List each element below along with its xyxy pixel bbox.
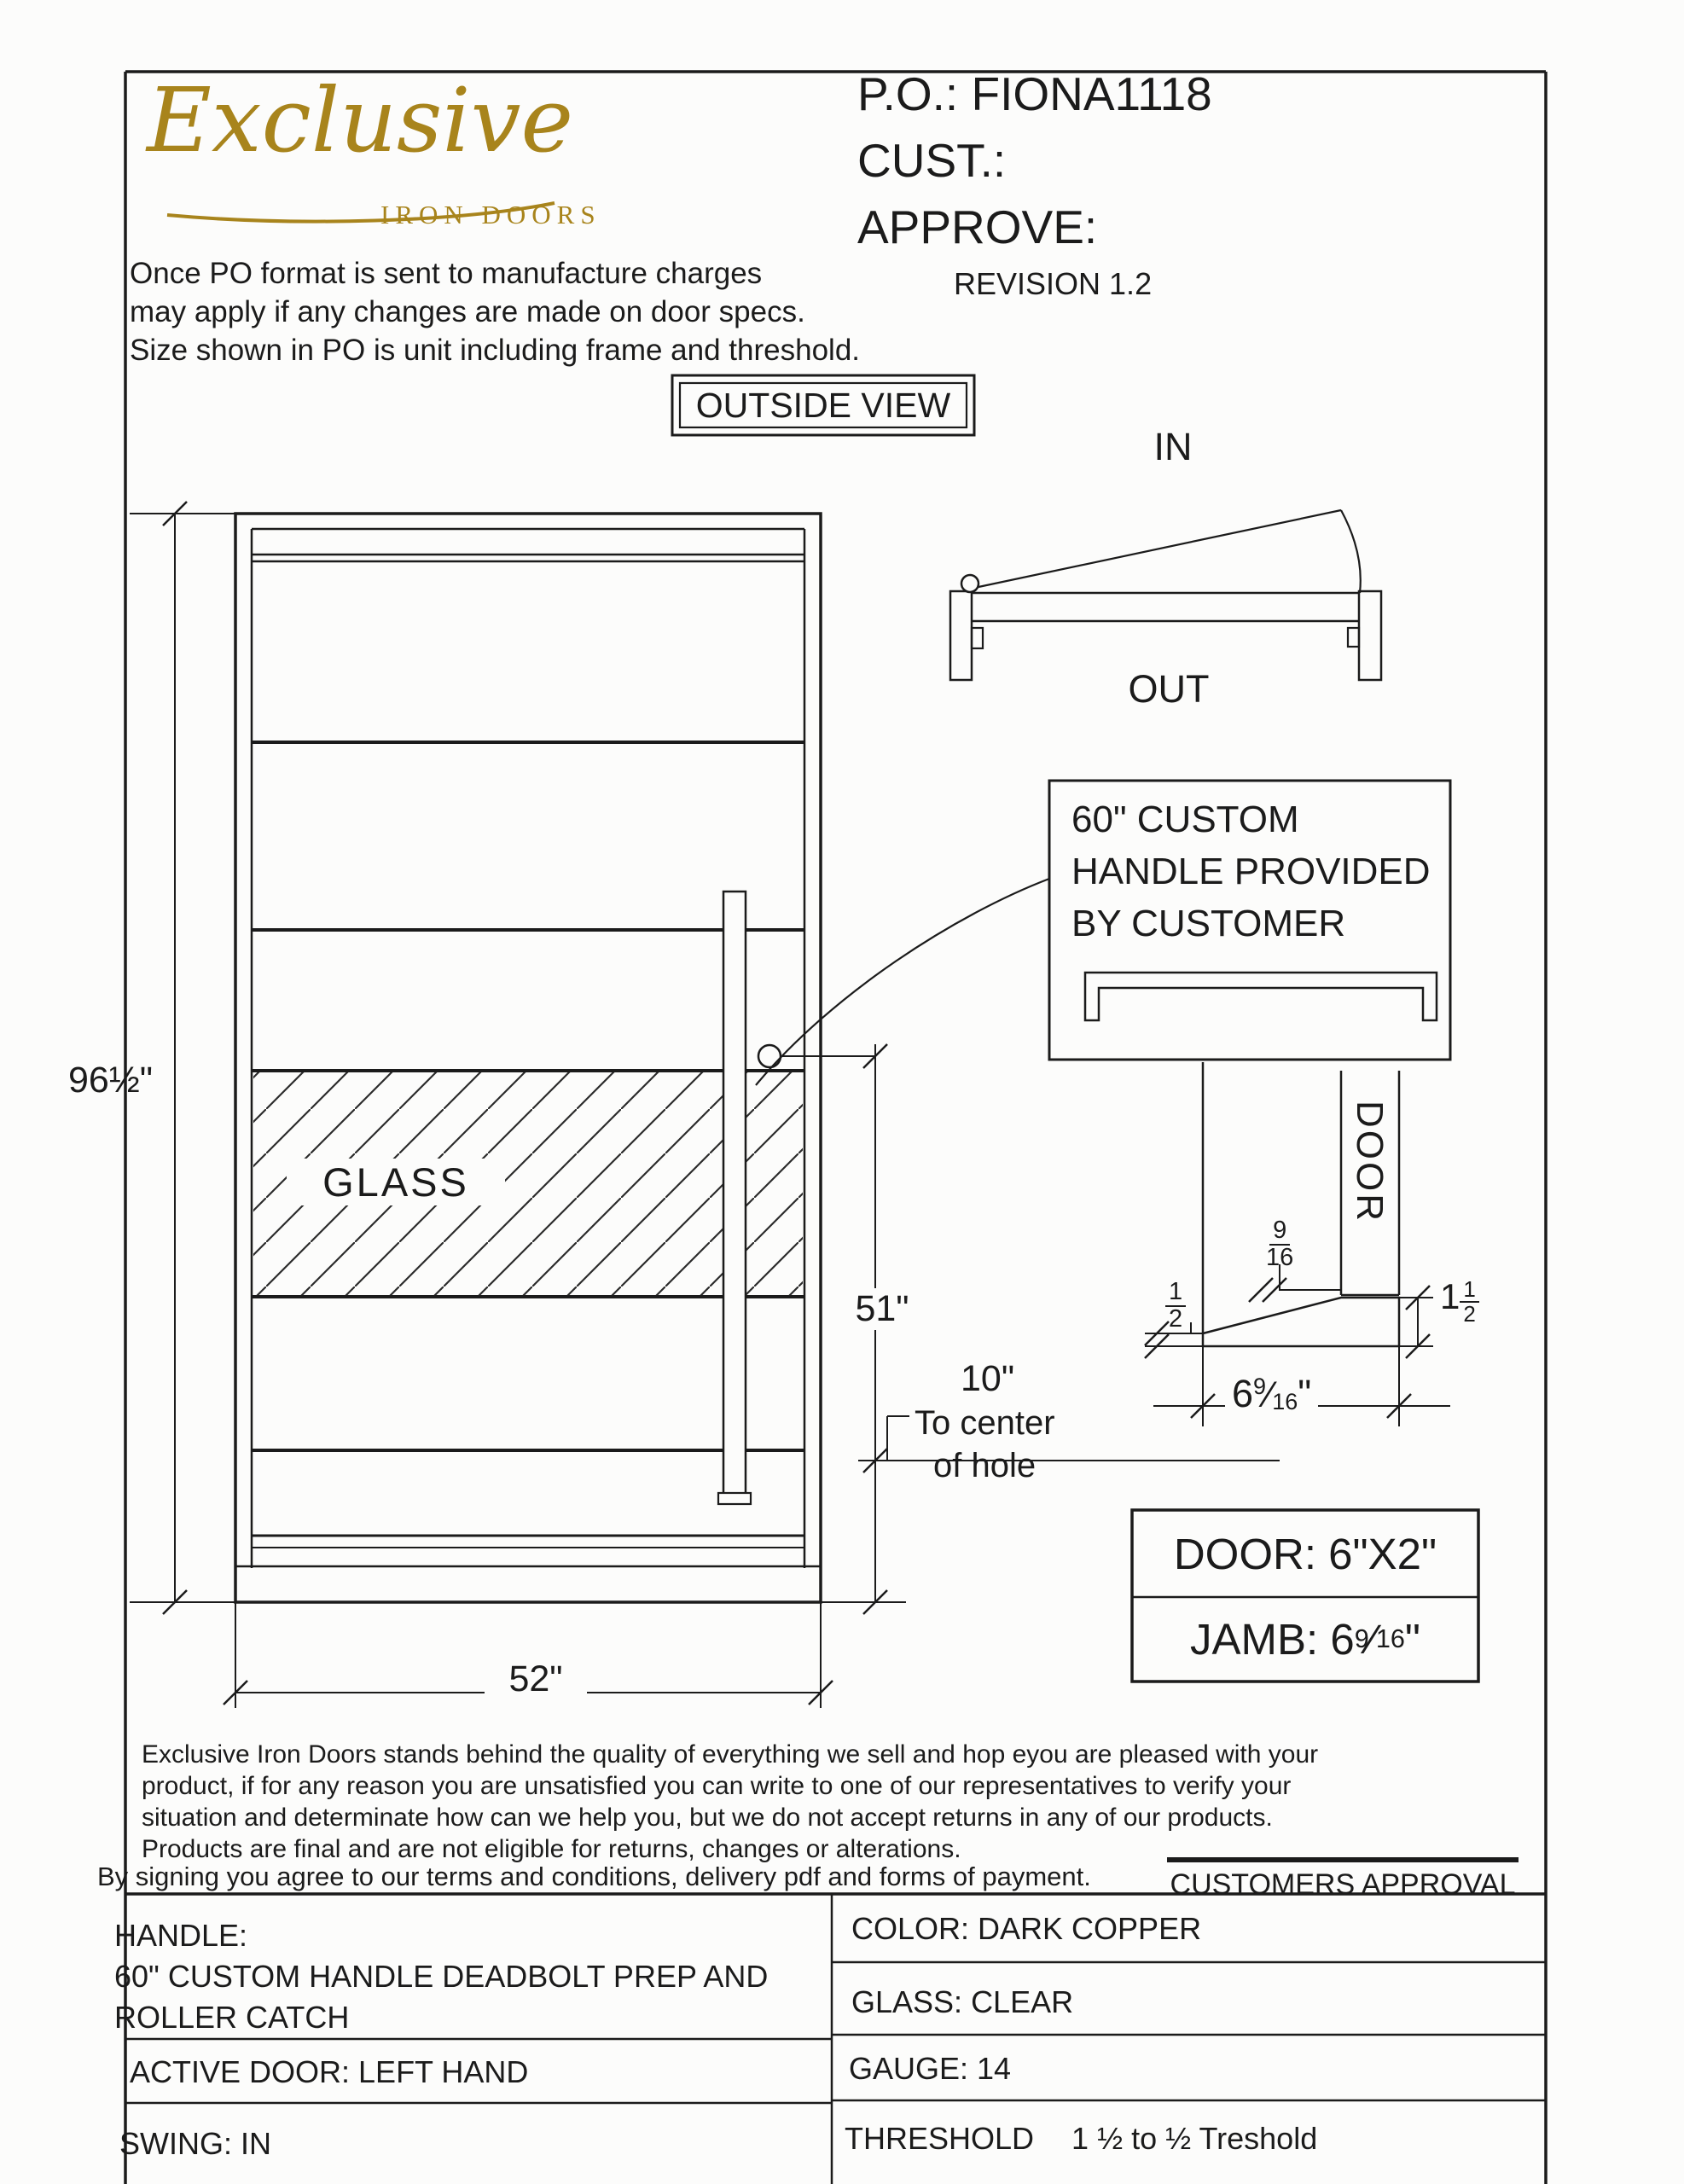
table-swing: SWING: IN	[119, 2126, 271, 2161]
swing-in-label: IN	[1153, 425, 1193, 468]
table-gauge: GAUGE: 14	[849, 2051, 1012, 2086]
door-width-dim: 52"	[485, 1658, 587, 1700]
signing-note: By signing you agree to our terms and conditions, delivery pdf and forms of payment.	[97, 1862, 1091, 1891]
handle-note	[1071, 793, 1431, 950]
handle-height-dim: 51"	[834, 1288, 930, 1330]
fraction-numerator: 1	[1460, 1278, 1478, 1303]
fraction-denominator: 16	[1266, 1243, 1294, 1271]
table-glass: GLASS: CLEAR	[851, 1984, 1074, 2019]
terms-line: Products are final and are not eligible for returns, changes or alterations.	[142, 1835, 961, 1863]
fraction-denominator: 16	[1375, 1624, 1405, 1653]
fraction-numerator: 1	[1165, 1280, 1186, 1307]
fraction-denominator: 2	[1463, 1300, 1476, 1327]
logo-subtitle: IRON DOORS	[380, 200, 601, 229]
jamb-width-whole: 6	[1232, 1372, 1254, 1415]
door-height-dim: 96½"	[68, 1060, 153, 1101]
fraction-numerator: 9	[1354, 1624, 1369, 1653]
hole-offset-dim: 10"	[961, 1358, 1015, 1399]
jamb-size-prefix: JAMB: 6	[1190, 1615, 1355, 1664]
table-handle-desc2: ROLLER CATCH	[114, 2000, 350, 2035]
table-color: COLOR: DARK COPPER	[851, 1911, 1202, 1946]
fraction-numerator: 9	[1269, 1218, 1290, 1246]
swing-diagram-lines	[950, 510, 1381, 680]
logo-script: Exclusive	[147, 68, 573, 172]
fraction-numerator: 9	[1253, 1374, 1267, 1400]
table-threshold-value: 1 ½ to ½ Treshold	[1071, 2121, 1318, 2156]
swing-out-label: OUT	[1128, 667, 1210, 711]
revision-label: REVISION 1.2	[954, 266, 1153, 301]
table-handle-desc1: 60" CUSTOM HANDLE DEADBOLT PREP AND	[114, 1959, 769, 1994]
customers-approval-label: CUSTOMERS APPROVAL	[1170, 1868, 1516, 1901]
notice-line: Size shown in PO is unit including frame and threshold.	[130, 334, 861, 367]
handle-hole	[758, 1045, 781, 1067]
handle-bar	[723, 892, 746, 1496]
customer-label: CUST.:	[857, 134, 1007, 187]
terms-line: situation and determinate how can we help you, but we do not accept returns in any of our products.	[142, 1804, 1273, 1832]
approve-label: APPROVE:	[857, 200, 1098, 253]
thickness-whole: 1	[1440, 1276, 1460, 1316]
po-number: P.O.: FIONA1118	[857, 67, 1212, 120]
jamb-width-dim	[1225, 1372, 1318, 1416]
terms-paragraph	[142, 1739, 1318, 1865]
glass-label: GLASS	[287, 1159, 505, 1205]
gap-fraction	[1264, 1218, 1295, 1270]
terms-line: product, if for any reason you are unsatisfied you can write to one of our representatives to verify your	[142, 1772, 1292, 1800]
inch-mark: "	[1298, 1372, 1312, 1415]
jamb-door-label: DOOR	[1349, 1101, 1391, 1223]
handle-note-line: 60" CUSTOM	[1071, 799, 1299, 840]
table-threshold	[845, 2121, 1317, 2157]
handle-note-line: BY CUSTOMER	[1071, 903, 1346, 944]
lip-fraction	[1165, 1280, 1186, 1332]
fraction-slash: ⁄	[1266, 1374, 1273, 1415]
spec-table-lines	[125, 1894, 1546, 2184]
table-handle-label: HANDLE:	[114, 1918, 248, 1953]
notice-line: may apply if any changes are made on door specs.	[130, 295, 805, 328]
fraction-slash: ⁄	[1368, 1616, 1376, 1663]
jamb-size-box	[1132, 1597, 1478, 1682]
hole-note-line2: of hole	[933, 1447, 1037, 1484]
door-size-box: DOOR: 6"X2"	[1173, 1529, 1437, 1578]
door-elevation	[235, 514, 887, 1602]
table-active-door: ACTIVE DOOR: LEFT HAND	[130, 2054, 529, 2089]
outside-view-label: OUTSIDE VIEW	[695, 385, 951, 425]
table-threshold-label: THRESHOLD	[845, 2121, 1035, 2156]
terms-line: Exclusive Iron Doors stands behind the quality of everything we sell and hop eyou are pleased with your	[142, 1740, 1319, 1769]
po-notice	[130, 254, 860, 369]
handle-note-line: HANDLE PROVIDED	[1071, 851, 1431, 892]
fraction-denominator: 16	[1272, 1389, 1298, 1415]
hole-note-line1: To center	[915, 1404, 1055, 1442]
notice-line: Once PO format is sent to manufacture charges	[130, 257, 763, 290]
inch-mark: "	[1404, 1615, 1420, 1664]
thickness-dim	[1440, 1276, 1479, 1325]
fraction-denominator: 2	[1169, 1304, 1183, 1333]
